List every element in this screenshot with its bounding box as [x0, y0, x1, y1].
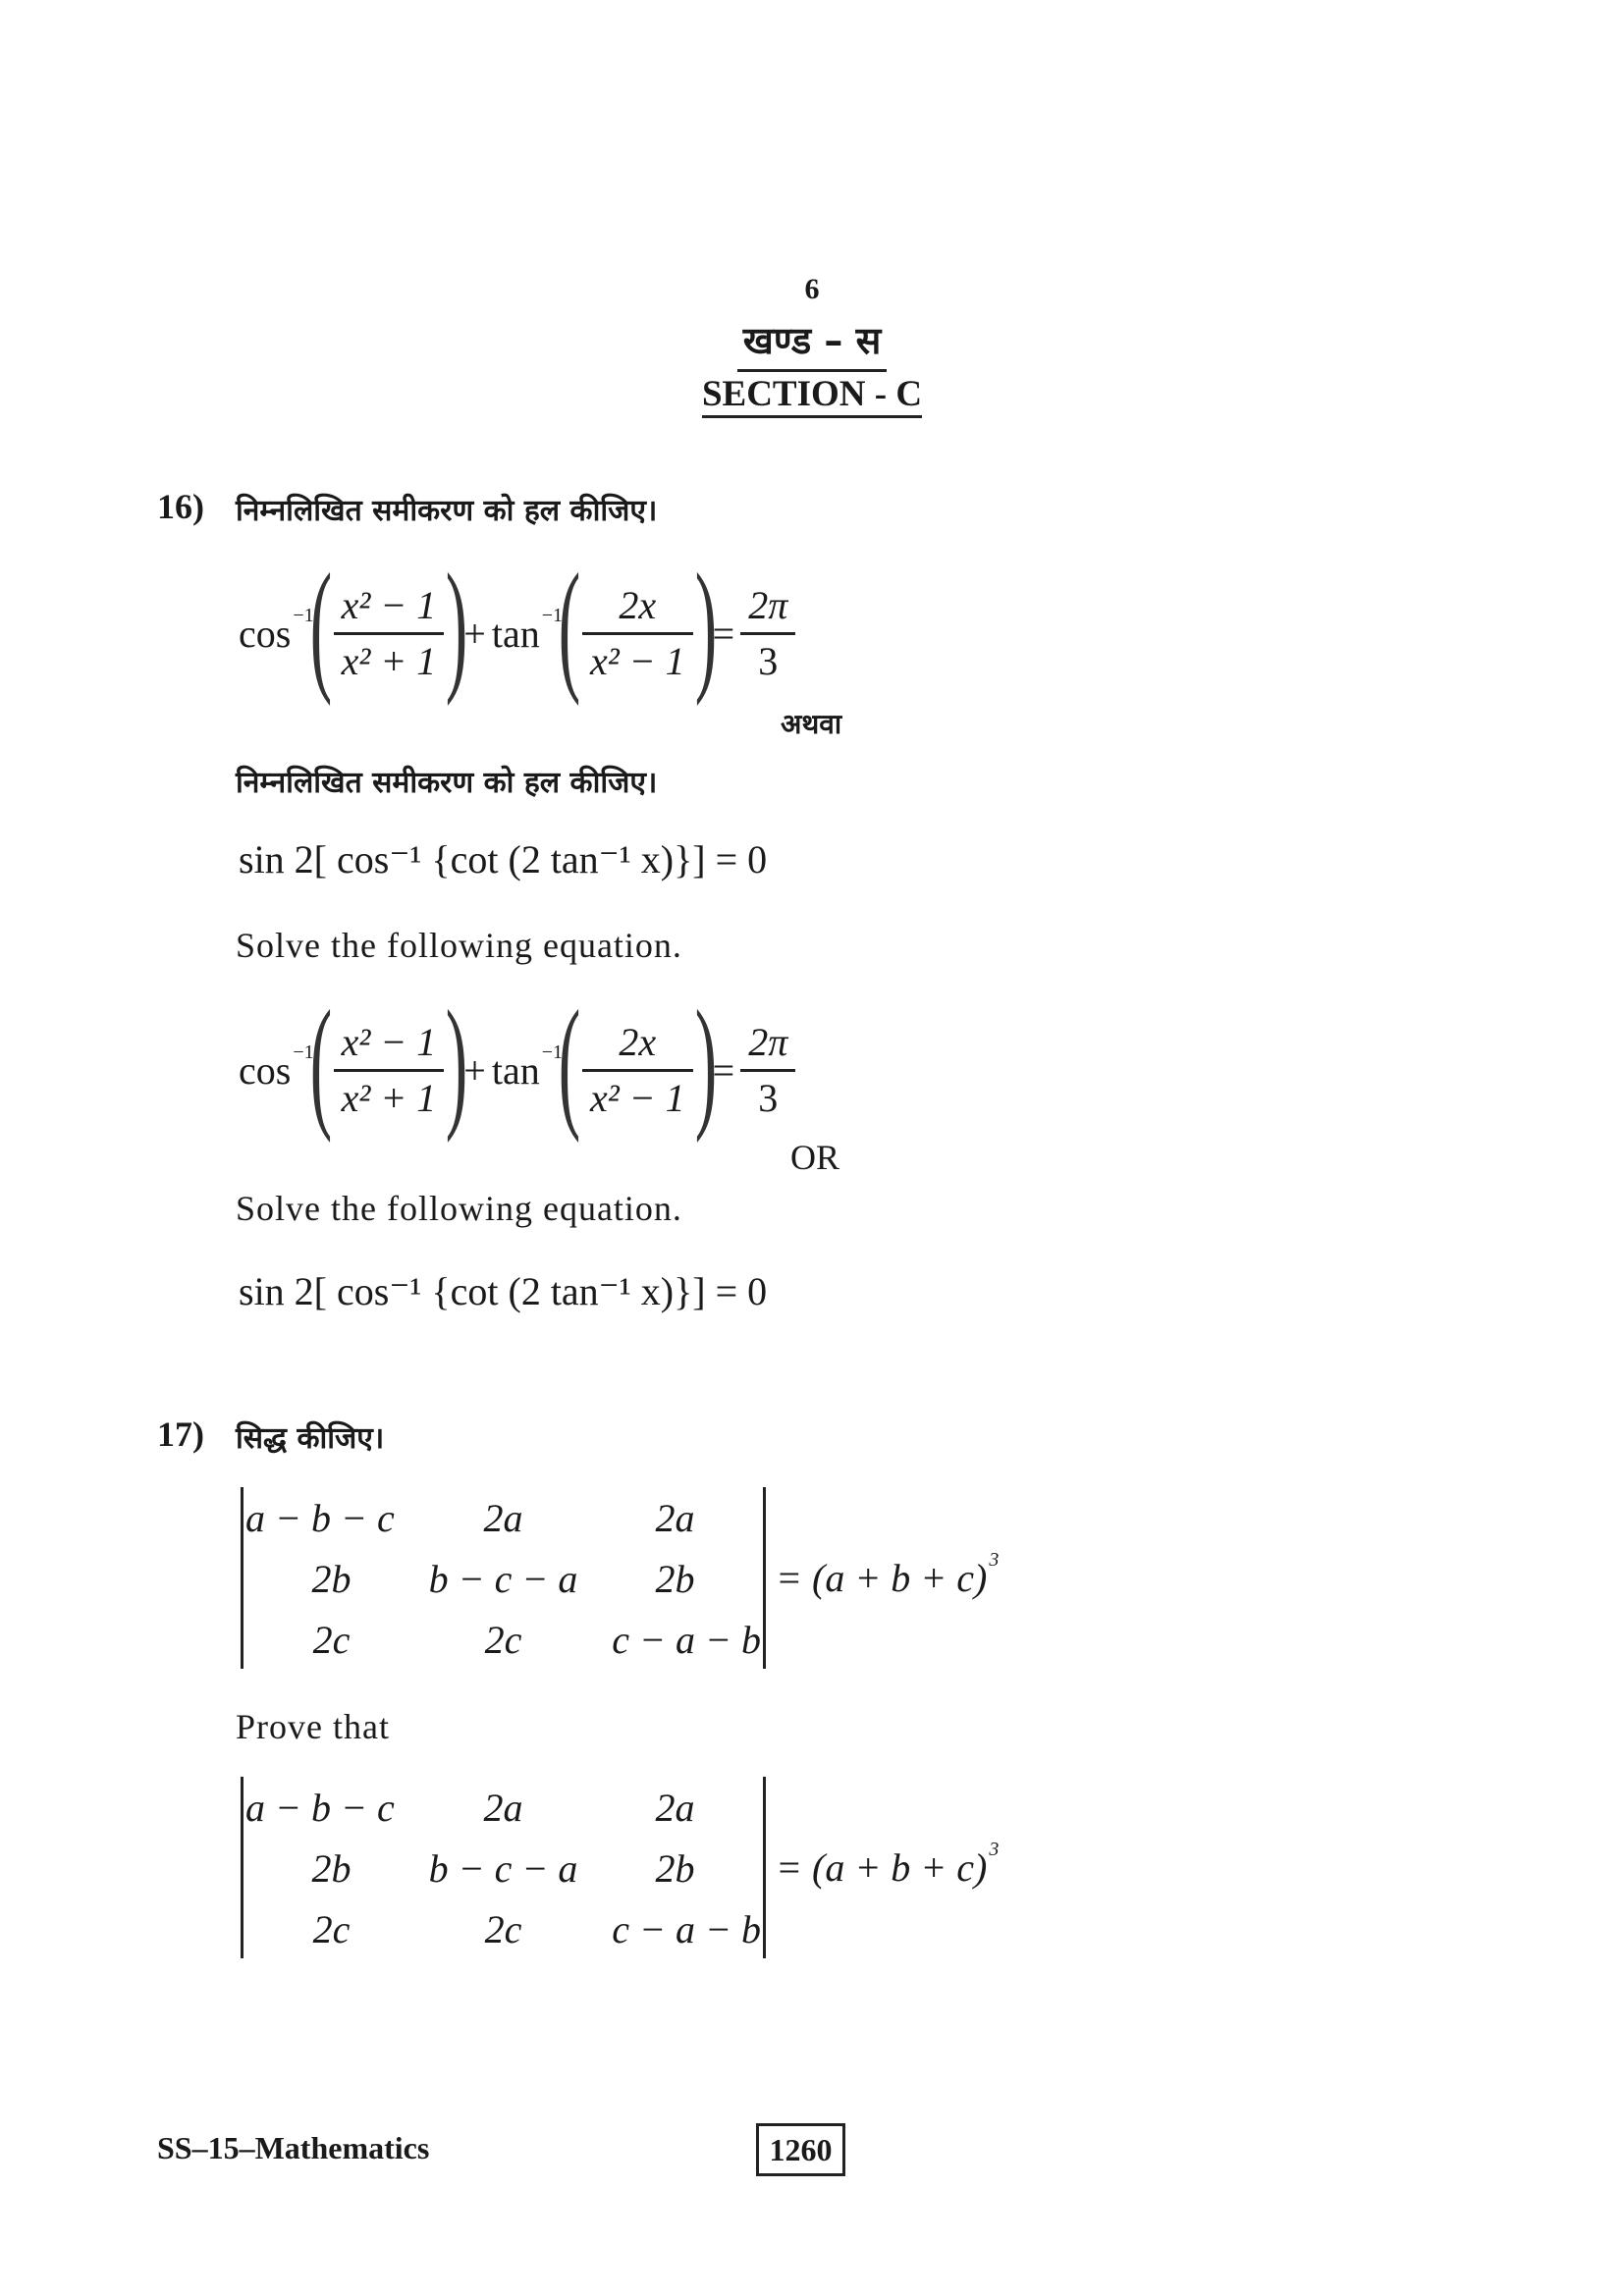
- equation-16b-english: sin 2[ cos⁻¹ {cot (2 tan⁻¹ x)}] = 0: [239, 1269, 768, 1313]
- fraction: $\frac{\text{x² − 1}}{\text{x² + 1}}$: [334, 579, 445, 688]
- left-paren: (: [309, 544, 332, 707]
- equation-16a-hindi: cos −1 ( $\frac{\text{x² − 1}}{\text{x² + 1}}$ ) + tan −1 ( $\frac{2x}{\text{x² − 1}}$ ) = $\frac{2\pi}{3}$: [239, 560, 801, 707]
- or-english: OR: [790, 1138, 840, 1177]
- question-17-number: 17): [157, 1415, 204, 1454]
- code-box: 1260: [756, 2123, 845, 2176]
- question-16-hindi-prompt: निम्नलिखित समीकरण को हल कीजिए।: [236, 494, 658, 528]
- paper-code: SS–15–Mathematics: [157, 2130, 430, 2165]
- question-17-hindi-prompt: सिद्ध कीजिए।: [236, 1421, 385, 1456]
- question-17-english-prompt: Prove that: [236, 1707, 390, 1746]
- page-number: 6: [804, 273, 820, 305]
- determinant-rhs: = (a + b + c) 3: [776, 1549, 1000, 1600]
- question-16-english-prompt-alt: Solve the following equation.: [236, 1189, 682, 1228]
- or-hindi: अथवा: [781, 708, 842, 740]
- determinant-hindi: a − b − c 2a 2a 2b b − c − a 2b 2c 2c c − a − b = (a + b + c) 3: [241, 1487, 999, 1669]
- question-16-english-prompt: Solve the following equation.: [236, 926, 682, 965]
- equation-16a-english: cos −1 ( $\frac{\text{x² − 1}}{\text{x² + 1}}$ ) + tan −1 ( $\frac{2x}{\text{x² − 1}}$ ) = $\frac{2\pi}{3}$: [239, 996, 801, 1144]
- question-16-number: 16): [157, 487, 204, 526]
- section-heading-hindi: खण्ड – स: [0, 314, 1624, 372]
- equation-16b-hindi: sin 2[ cos⁻¹ {cot (2 tan⁻¹ x)}] = 0: [239, 837, 768, 881]
- determinant-english: a − b − c 2a 2a 2b b − c − a 2b 2c 2c c − a − b = (a + b + c) 3: [241, 1777, 999, 1958]
- section-heading-english: SECTION - C: [0, 373, 1624, 415]
- question-16-hindi-prompt-alt: निम्नलिखित समीकरण को हल कीजिए।: [236, 766, 658, 800]
